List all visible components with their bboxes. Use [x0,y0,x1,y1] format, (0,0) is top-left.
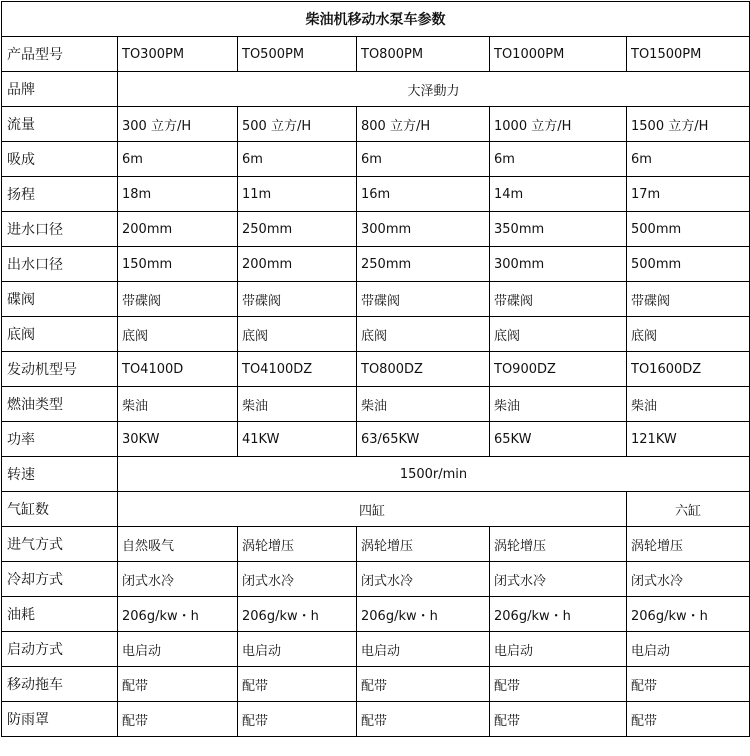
cylinders-six-value: 六缸 [627,492,750,527]
spec-cell: 6m [118,142,238,177]
row-label: 流量 [2,107,118,142]
spec-cell: 配带 [118,667,238,702]
spec-cell: 配带 [238,667,357,702]
spec-cell: 带碟阀 [490,282,627,317]
fuel-consumption-row [2,597,750,632]
spec-cell: 6m [238,142,357,177]
row-label: 燃油类型 [2,387,118,422]
flow-row [2,107,750,142]
row-label: 碟阀 [2,282,118,317]
spec-cell: 自然吸气 [118,527,238,562]
spec-cell: 206g/kw・h [118,597,238,632]
spec-cell: TO4100D [118,352,238,387]
spec-cell: 11m [238,177,357,212]
spec-cell: 1000 立方/H [490,107,627,142]
spec-cell: 16m [357,177,490,212]
spec-cell: 200mm [238,247,357,282]
row-label: 底阀 [2,317,118,352]
spec-cell: 底阀 [118,317,238,352]
spec-cell: 闭式水冷 [490,562,627,597]
row-label: 进气方式 [2,527,118,562]
spec-cell: 500mm [627,212,750,247]
spec-cell: 250mm [357,247,490,282]
spec-cell: 闭式水冷 [118,562,238,597]
model-cell: TO500PM [238,37,357,72]
spec-cell: 底阀 [238,317,357,352]
spec-cell: 500mm [627,247,750,282]
spec-cell: 带碟阀 [238,282,357,317]
spec-cell: 电启动 [490,632,627,667]
spec-cell: 带碟阀 [627,282,750,317]
spec-cell: 121KW [627,422,750,457]
spec-cell: 闭式水冷 [357,562,490,597]
title-row [2,2,750,37]
spec-cell: 14m [490,177,627,212]
spec-cell: 闭式水冷 [238,562,357,597]
spec-cell: 30KW [118,422,238,457]
spec-cell: 电启动 [357,632,490,667]
brand-value: 大泽動力 [118,72,750,107]
spec-cell: 200mm [118,212,238,247]
row-label: 气缸数 [2,492,118,527]
spec-cell: 250mm [238,212,357,247]
spec-cell: 涡轮增压 [490,527,627,562]
spec-cell: 带碟阀 [118,282,238,317]
row-label: 启动方式 [2,632,118,667]
spec-cell: 配带 [118,702,238,737]
spec-cell: 63/65KW [357,422,490,457]
head-row [2,177,750,212]
fuel-row [2,387,750,422]
spec-sheet [1,1,749,755]
row-label: 功率 [2,422,118,457]
spec-cell: 配带 [490,702,627,737]
spec-cell: 带碟阀 [357,282,490,317]
spec-cell: 柴油 [627,387,750,422]
spec-table [1,1,750,737]
spec-cell: 电启动 [627,632,750,667]
row-label: 转速 [2,457,118,492]
row-label: 进水口径 [2,212,118,247]
butterfly-valve-row [2,282,750,317]
spec-cell: 206g/kw・h [490,597,627,632]
spec-cell: 配带 [357,702,490,737]
spec-cell: 配带 [490,667,627,702]
spec-cell: 17m [627,177,750,212]
spec-cell: TO4100DZ [238,352,357,387]
rain-cover-row [2,702,750,737]
row-label: 产品型号 [2,37,118,72]
engine-model-row [2,352,750,387]
suction-row [2,142,750,177]
cylinders-four-value: 四缸 [118,492,627,527]
model-cell: TO1000PM [490,37,627,72]
spec-cell: 300mm [490,247,627,282]
power-row [2,422,750,457]
trailer-row [2,667,750,702]
speed-value: 1500r/min [118,457,750,492]
spec-cell: 底阀 [627,317,750,352]
spec-cell: TO900DZ [490,352,627,387]
spec-cell: 柴油 [238,387,357,422]
spec-cell: 柴油 [118,387,238,422]
spec-cell: 1500 立方/H [627,107,750,142]
row-label: 出水口径 [2,247,118,282]
spec-cell: 300mm [357,212,490,247]
brand-row [2,72,750,107]
spec-cell: 500 立方/H [238,107,357,142]
model-cell: TO800PM [357,37,490,72]
foot-valve-row [2,317,750,352]
model-row [2,37,750,72]
row-label: 油耗 [2,597,118,632]
spec-cell: 涡轮增压 [627,527,750,562]
spec-cell: 底阀 [490,317,627,352]
spec-cell: 206g/kw・h [627,597,750,632]
spec-cell: 配带 [357,667,490,702]
spec-cell: 底阀 [357,317,490,352]
row-label: 移动拖车 [2,667,118,702]
speed-row [2,457,750,492]
spec-cell: 电启动 [118,632,238,667]
spec-cell: 18m [118,177,238,212]
row-label: 扬程 [2,177,118,212]
spec-cell: TO1600DZ [627,352,750,387]
row-label: 品牌 [2,72,118,107]
outlet-row [2,247,750,282]
row-label: 发动机型号 [2,352,118,387]
spec-cell: 350mm [490,212,627,247]
spec-cell: 柴油 [490,387,627,422]
spec-cell: 涡轮增压 [357,527,490,562]
spec-cell: 6m [627,142,750,177]
model-cell: TO300PM [118,37,238,72]
spec-cell: 配带 [627,667,750,702]
row-label: 冷却方式 [2,562,118,597]
spec-cell: 65KW [490,422,627,457]
spec-cell: 800 立方/H [357,107,490,142]
table-title: 柴油机移动水泵车参数 [2,2,750,37]
spec-cell: 涡轮增压 [238,527,357,562]
spec-cell: 41KW [238,422,357,457]
spec-cell: 配带 [627,702,750,737]
spec-cell: 206g/kw・h [357,597,490,632]
cylinders-row [2,492,750,527]
start-row [2,632,750,667]
spec-cell: 柴油 [357,387,490,422]
spec-cell: 6m [490,142,627,177]
spec-cell: 150mm [118,247,238,282]
row-label: 防雨罩 [2,702,118,737]
cooling-row [2,562,750,597]
intake-row [2,527,750,562]
spec-cell: 300 立方/H [118,107,238,142]
spec-cell: TO800DZ [357,352,490,387]
spec-cell: 配带 [238,702,357,737]
row-label: 吸成 [2,142,118,177]
spec-cell: 206g/kw・h [238,597,357,632]
model-cell: TO1500PM [627,37,750,72]
spec-cell: 闭式水冷 [627,562,750,597]
inlet-row [2,212,750,247]
spec-cell: 电启动 [238,632,357,667]
spec-cell: 6m [357,142,490,177]
